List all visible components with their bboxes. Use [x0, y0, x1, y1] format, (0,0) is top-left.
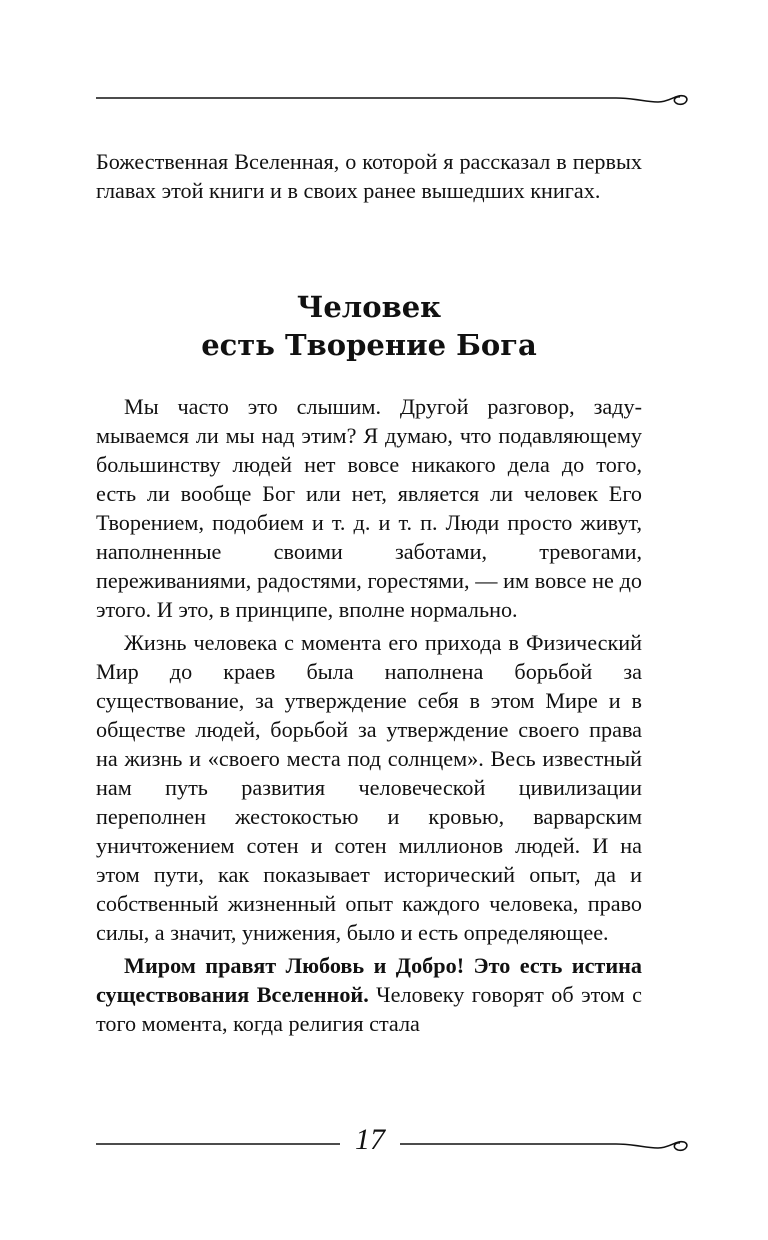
body-paragraph-text: Человеку говорят об этом с того момента, когда религия стала [96, 982, 642, 1036]
carryover-paragraph [96, 147, 642, 205]
top-ornamental-rule [96, 88, 688, 112]
body-paragraph [96, 628, 642, 947]
page-number: 17 [340, 1120, 400, 1160]
body-paragraph [96, 951, 642, 1038]
body-paragraph [96, 392, 642, 624]
section-heading-line-2: есть Творение Бога [201, 328, 537, 362]
section-heading [96, 288, 642, 364]
emphasized-statement: Миром правят Любовь и Добро! Это есть истина существования Вселенной. [96, 953, 642, 1007]
body-paragraph-text: Жизнь человека с момента его прихода в Физический Мир до краев была наполнена борьбой за существование, за утверждение себя в этом Мире и в обществе людей, борьбой за утверждение своего права на жизнь и «своего места под солнцем». Весь известный нам путь развития человеческой цивилизации переполнен жестокостью и кровью, варварским уничтожением сотен и сотен миллионов людей. И на этом пути, как показывает исторический опыт, да и собственный жизненный опыт каждого человека, право силы, а значит, унижения, было и есть определяющее. [96, 630, 642, 945]
body-paragraph-text: Мы часто это слышим. Другой разговор, задумываемся ли мы над этим? Я думаю, что подавляющему большинству людей нет вовсе никакого дела до того, есть ли вообще Бог или нет, является ли человек Его Творением, подобием и т. д. и т. п. Люди просто живут, наполненные своими заботами, тревогами, переживаниями, радостями, горестями, — им вовсе не до этого. И это, в принципе, вполне нормально. [96, 394, 642, 622]
carryover-text: Божественная Вселенная, о которой я рассказал в первых главах этой книги и в своих ранее вышедших книгах. [96, 149, 642, 203]
section-body [96, 392, 642, 1042]
section-heading-line-1: Человек [296, 290, 442, 324]
